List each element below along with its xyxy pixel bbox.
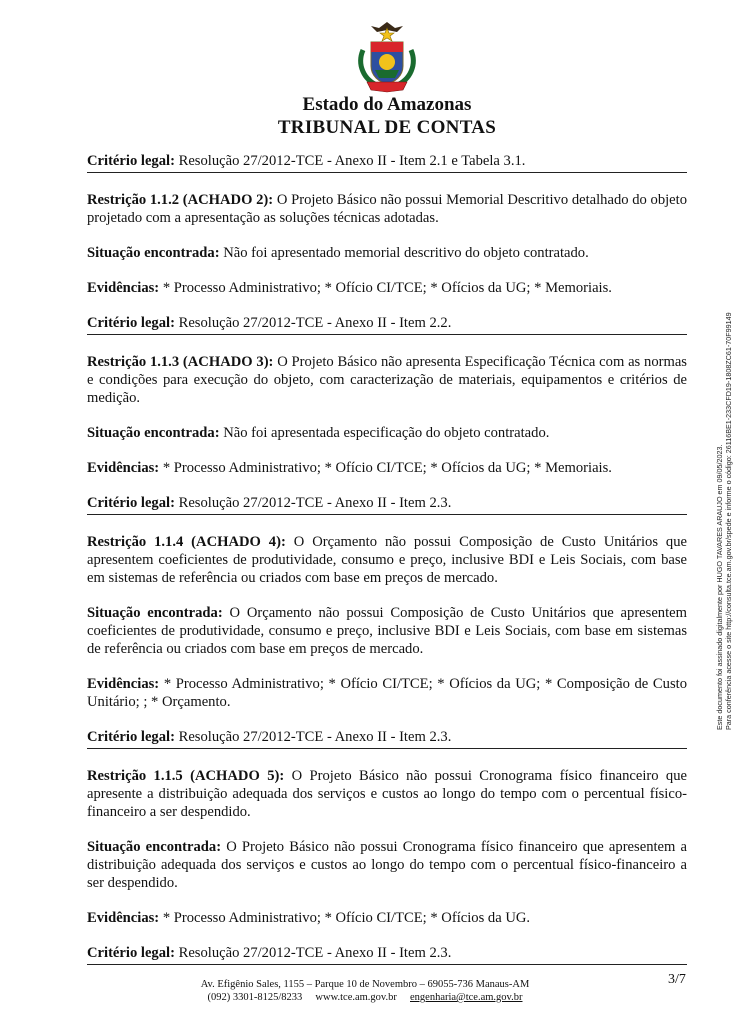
digital-signature-stamp xyxy=(715,210,733,730)
paragraph-label: Evidências: xyxy=(87,460,160,476)
paragraph-text: * Processo Administrativo; * Ofício CI/TCE; * Ofícios da UG; * Composição de Custo Unitário; ; * Orçamento. xyxy=(87,676,687,710)
coat-of-arms-seal xyxy=(349,20,425,94)
paragraph-label: Restrição 1.1.3 (ACHADO 3): xyxy=(87,354,274,370)
footer-contacts xyxy=(160,991,570,1004)
paragraph-situacao-4 xyxy=(87,604,687,658)
paragraph-label: Critério legal: xyxy=(87,153,175,169)
paragraph-restricao-2 xyxy=(87,191,687,227)
paragraph-restricao-3 xyxy=(87,353,687,407)
paragraph-text: O Projeto Básico não possui Cronograma físico financeiro que apresente a distribuição adequada dos serviços e custos ao longo do tempo com o percentual físico-financeiro a ser despendido. xyxy=(87,768,688,820)
paragraph-label: Critério legal: xyxy=(87,729,175,745)
paragraph-situacao-2 xyxy=(87,244,687,262)
paragraph-restricao-4 xyxy=(87,533,687,587)
paragraph-text: O Projeto Básico não possui Cronograma físico financeiro que apresentem a distribuição adequada dos serviços e custos ao longo do tempo com o percentual físico-financeiro a ser despendido. xyxy=(87,839,687,891)
page-footer xyxy=(160,978,570,1004)
paragraph-evidencias-3 xyxy=(87,459,687,477)
paragraph-restricao-5 xyxy=(87,767,687,821)
paragraph-label: Critério legal: xyxy=(87,945,175,961)
paragraph-criterio-4 xyxy=(87,728,687,749)
paragraph-label: Situação encontrada: xyxy=(87,425,220,441)
paragraph-label: Critério legal: xyxy=(87,315,175,331)
paragraph-text: O Projeto Básico não apresenta Especificação Técnica com as normas e condições para execução do objeto, com caracterização de materiais, equipamentos e critérios de medição. xyxy=(87,354,687,406)
footer-address: Av. Efigênio Sales, 1155 – Parque 10 de Novembro – 69055-736 Manaus-AM xyxy=(200,979,530,990)
header-state: Estado do Amazonas xyxy=(302,94,472,115)
paragraph-text: Resolução 27/2012-TCE - Anexo II - Item 2.3. xyxy=(178,495,452,511)
paragraph-text: Resolução 27/2012-TCE - Anexo II - Item 2.3. xyxy=(178,729,452,745)
paragraph-criterio-3 xyxy=(87,494,687,515)
paragraph-label: Restrição 1.1.4 (ACHADO 4): xyxy=(87,534,286,550)
paragraph-label: Critério legal: xyxy=(87,495,175,511)
paragraph-evidencias-2 xyxy=(87,279,687,297)
paragraph-text: O Orçamento não possui Composição de Custo Unitários que apresentem coeficientes de produtividade, consumo e preço, inclusive BDI e Leis Sociais, com base em sistemas de referência ou criados com base em preços de mercado. xyxy=(87,605,687,657)
paragraph-criterio-1 xyxy=(87,152,687,173)
footer-email-link[interactable]: engenharia@tce.am.gov.br xyxy=(410,992,523,1003)
paragraph-text: * Processo Administrativo; * Ofício CI/TCE; * Ofícios da UG; * Memoriais. xyxy=(162,460,612,476)
paragraph-label: Situação encontrada: xyxy=(87,605,223,621)
paragraph-situacao-3 xyxy=(87,424,687,442)
paragraph-label: Restrição 1.1.2 (ACHADO 2): xyxy=(87,192,274,208)
paragraph-criterio-2 xyxy=(87,314,687,335)
paragraph-text: Resolução 27/2012-TCE - Anexo II - Item 2.3. xyxy=(178,945,452,961)
page-number: 3/7 xyxy=(668,972,686,987)
paragraph-label: Restrição 1.1.5 (ACHADO 5): xyxy=(87,768,285,784)
signature-line: Este documento foi assinado digitalmente por HUGO TAVARES ARAUJO em 09/05/2023. xyxy=(715,444,724,730)
paragraph-text: * Processo Administrativo; * Ofício CI/TCE; * Ofícios da UG; * Memoriais. xyxy=(162,280,612,296)
paragraph-text: Resolução 27/2012-TCE - Anexo II - Item 2.2. xyxy=(178,315,452,331)
document-body xyxy=(87,152,687,965)
paragraph-label: Evidências: xyxy=(87,910,160,926)
paragraph-label: Evidências: xyxy=(87,676,160,692)
paragraph-situacao-5 xyxy=(87,838,687,892)
verification-line: Para conferência acesse o site http://consulta.tce.am.gov.br/spede e informe o código: 26116BE1-233CFD19-1808ZC61-70F99149 xyxy=(724,312,733,730)
paragraph-text: Resolução 27/2012-TCE - Anexo II - Item 2.1 e Tabela 3.1. xyxy=(178,153,526,169)
paragraph-text: Não foi apresentada especificação do objeto contratado. xyxy=(223,425,550,441)
footer-website-link[interactable]: www.tce.am.gov.br xyxy=(315,992,397,1003)
header-court: TRIBUNAL DE CONTAS xyxy=(277,117,497,138)
paragraph-criterio-5 xyxy=(87,944,687,965)
paragraph-text: Não foi apresentado memorial descritivo do objeto contratado. xyxy=(223,245,589,261)
paragraph-label: Situação encontrada: xyxy=(87,839,222,855)
paragraph-text: O Projeto Básico não possui Memorial Descritivo detalhado do objeto projetado com a apresentação as soluções técnicas adotadas. xyxy=(87,192,688,226)
paragraph-label: Situação encontrada: xyxy=(87,245,220,261)
paragraph-evidencias-4 xyxy=(87,675,687,711)
paragraph-label: Evidências: xyxy=(87,280,160,296)
paragraph-text: O Orçamento não possui Composição de Custo Unitários que apresentem coeficientes de produtividade, consumo e preço, inclusive BDI e Leis Sociais, com base em sistemas de referência ou criados com base em preços de mercado. xyxy=(87,534,687,586)
footer-phone: (092) 3301-8125/8233 xyxy=(207,992,303,1003)
paragraph-evidencias-5 xyxy=(87,909,687,927)
paragraph-text: * Processo Administrativo; * Ofício CI/TCE; * Ofícios da UG. xyxy=(162,910,531,926)
